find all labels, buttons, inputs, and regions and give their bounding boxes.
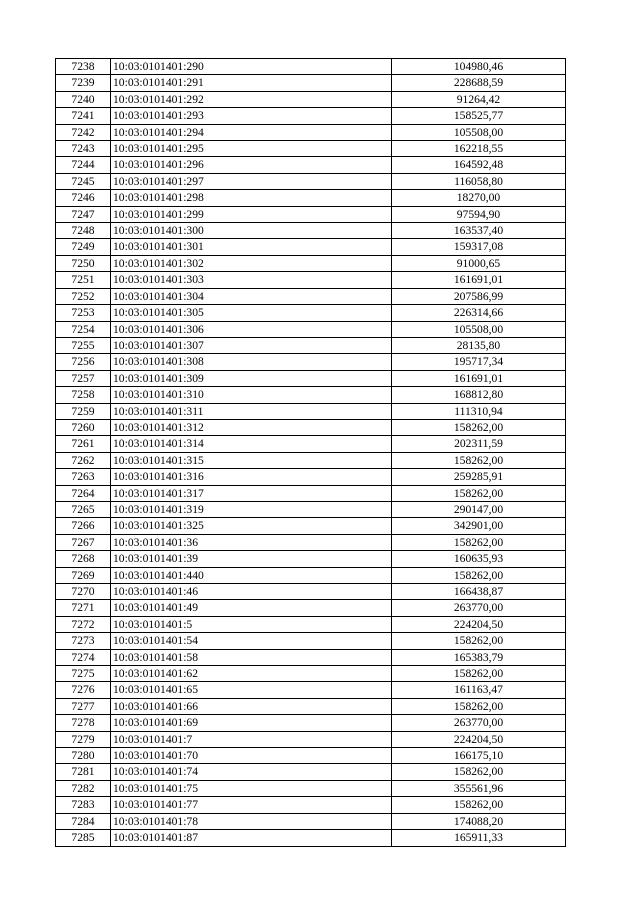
row-number-cell: 7238	[56, 59, 111, 75]
row-number-cell: 7274	[56, 649, 111, 665]
cadastral-value-cell: 91264,42	[392, 91, 566, 107]
cadastral-value-cell: 207586,99	[392, 288, 566, 304]
cadastral-value-cell: 158525,77	[392, 108, 566, 124]
cadastral-number-cell: 10:03:0101401:309	[111, 370, 392, 386]
cadastral-number-cell: 10:03:0101401:7	[111, 731, 392, 747]
table-row	[56, 91, 566, 107]
table-row	[56, 141, 566, 157]
row-number-cell: 7284	[56, 813, 111, 829]
table-row	[56, 239, 566, 255]
row-number-cell: 7279	[56, 731, 111, 747]
cadastral-number-cell: 10:03:0101401:290	[111, 59, 392, 75]
row-number-cell: 7263	[56, 469, 111, 485]
cadastral-value-cell: 164592,48	[392, 157, 566, 173]
cadastral-value-cell: 111310,94	[392, 403, 566, 419]
table-row	[56, 731, 566, 747]
cadastral-number-cell: 10:03:0101401:301	[111, 239, 392, 255]
row-number-cell: 7264	[56, 485, 111, 501]
cadastral-value-cell: 158262,00	[392, 567, 566, 583]
cadastral-number-cell: 10:03:0101401:306	[111, 321, 392, 337]
row-number-cell: 7266	[56, 518, 111, 534]
table-row	[56, 255, 566, 271]
table-row	[56, 223, 566, 239]
row-number-cell: 7282	[56, 780, 111, 796]
table-row	[56, 715, 566, 731]
cadastral-number-cell: 10:03:0101401:310	[111, 387, 392, 403]
cadastral-value-cell: 228688,59	[392, 75, 566, 91]
row-number-cell: 7269	[56, 567, 111, 583]
cadastral-number-cell: 10:03:0101401:75	[111, 780, 392, 796]
cadastral-value-cell: 165383,79	[392, 649, 566, 665]
cadastral-value-cell: 163537,40	[392, 223, 566, 239]
cadastral-value-cell: 166438,87	[392, 584, 566, 600]
cadastral-value-cell: 158262,00	[392, 419, 566, 435]
cadastral-value-cell: 116058,80	[392, 173, 566, 189]
row-number-cell: 7239	[56, 75, 111, 91]
table-row	[56, 190, 566, 206]
cadastral-value-cell: 195717,34	[392, 354, 566, 370]
row-number-cell: 7240	[56, 91, 111, 107]
cadastral-value-cell: 259285,91	[392, 469, 566, 485]
cadastral-value-cell: 105508,00	[392, 124, 566, 140]
row-number-cell: 7241	[56, 108, 111, 124]
cadastral-number-cell: 10:03:0101401:77	[111, 797, 392, 813]
cadastral-number-cell: 10:03:0101401:303	[111, 272, 392, 288]
cadastral-number-cell: 10:03:0101401:39	[111, 551, 392, 567]
table-row	[56, 272, 566, 288]
table-row	[56, 551, 566, 567]
table-row	[56, 321, 566, 337]
cadastral-number-cell: 10:03:0101401:36	[111, 534, 392, 550]
row-number-cell: 7254	[56, 321, 111, 337]
table-row	[56, 469, 566, 485]
table-row	[56, 288, 566, 304]
table-row	[56, 600, 566, 616]
row-number-cell: 7278	[56, 715, 111, 731]
cadastral-number-cell: 10:03:0101401:66	[111, 698, 392, 714]
table-row	[56, 387, 566, 403]
table-row	[56, 616, 566, 632]
table-row	[56, 584, 566, 600]
row-number-cell: 7260	[56, 419, 111, 435]
cadastral-number-cell: 10:03:0101401:294	[111, 124, 392, 140]
row-number-cell: 7246	[56, 190, 111, 206]
row-number-cell: 7272	[56, 616, 111, 632]
cadastral-value-cell: 159317,08	[392, 239, 566, 255]
cadastral-value-cell: 158262,00	[392, 764, 566, 780]
table-row	[56, 452, 566, 468]
table-row	[56, 518, 566, 534]
row-number-cell: 7259	[56, 403, 111, 419]
row-number-cell: 7252	[56, 288, 111, 304]
row-number-cell: 7277	[56, 698, 111, 714]
row-number-cell: 7244	[56, 157, 111, 173]
table-row	[56, 649, 566, 665]
cadastral-number-cell: 10:03:0101401:5	[111, 616, 392, 632]
table-row	[56, 75, 566, 91]
table-body	[56, 59, 566, 847]
row-number-cell: 7256	[56, 354, 111, 370]
table-row	[56, 682, 566, 698]
row-number-cell: 7262	[56, 452, 111, 468]
cadastral-value-cell: 105508,00	[392, 321, 566, 337]
table-row	[56, 370, 566, 386]
cadastral-number-cell: 10:03:0101401:297	[111, 173, 392, 189]
row-number-cell: 7257	[56, 370, 111, 386]
cadastral-number-cell: 10:03:0101401:311	[111, 403, 392, 419]
cadastral-number-cell: 10:03:0101401:62	[111, 666, 392, 682]
row-number-cell: 7273	[56, 633, 111, 649]
cadastral-value-cell: 263770,00	[392, 600, 566, 616]
cadastral-number-cell: 10:03:0101401:312	[111, 419, 392, 435]
table-row	[56, 419, 566, 435]
cadastral-number-cell: 10:03:0101401:302	[111, 255, 392, 271]
row-number-cell: 7267	[56, 534, 111, 550]
cadastral-value-cell: 165911,33	[392, 830, 566, 846]
cadastral-number-cell: 10:03:0101401:299	[111, 206, 392, 222]
table-row	[56, 764, 566, 780]
cadastral-number-cell: 10:03:0101401:325	[111, 518, 392, 534]
cadastral-value-cell: 342901,00	[392, 518, 566, 534]
cadastre-value-table	[55, 58, 566, 847]
cadastral-value-cell: 174088,20	[392, 813, 566, 829]
cadastral-number-cell: 10:03:0101401:315	[111, 452, 392, 468]
row-number-cell: 7258	[56, 387, 111, 403]
cadastral-number-cell: 10:03:0101401:292	[111, 91, 392, 107]
cadastral-number-cell: 10:03:0101401:65	[111, 682, 392, 698]
table-row	[56, 485, 566, 501]
row-number-cell: 7251	[56, 272, 111, 288]
cadastral-number-cell: 10:03:0101401:46	[111, 584, 392, 600]
cadastral-value-cell: 166175,10	[392, 748, 566, 764]
table-row	[56, 403, 566, 419]
cadastral-value-cell: 158262,00	[392, 698, 566, 714]
cadastral-number-cell: 10:03:0101401:317	[111, 485, 392, 501]
row-number-cell: 7265	[56, 501, 111, 517]
row-number-cell: 7247	[56, 206, 111, 222]
table-row	[56, 797, 566, 813]
table-row	[56, 124, 566, 140]
row-number-cell: 7268	[56, 551, 111, 567]
table-row	[56, 830, 566, 846]
cadastral-value-cell: 158262,00	[392, 534, 566, 550]
row-number-cell: 7243	[56, 141, 111, 157]
cadastral-number-cell: 10:03:0101401:304	[111, 288, 392, 304]
cadastral-number-cell: 10:03:0101401:305	[111, 305, 392, 321]
table-row	[56, 206, 566, 222]
cadastral-value-cell: 161691,01	[392, 370, 566, 386]
cadastral-number-cell: 10:03:0101401:78	[111, 813, 392, 829]
cadastral-number-cell: 10:03:0101401:293	[111, 108, 392, 124]
row-number-cell: 7250	[56, 255, 111, 271]
cadastral-value-cell: 18270,00	[392, 190, 566, 206]
table-row	[56, 666, 566, 682]
cadastral-number-cell: 10:03:0101401:87	[111, 830, 392, 846]
table-row	[56, 157, 566, 173]
cadastral-number-cell: 10:03:0101401:316	[111, 469, 392, 485]
cadastral-number-cell: 10:03:0101401:319	[111, 501, 392, 517]
cadastral-value-cell: 161163,47	[392, 682, 566, 698]
table-row	[56, 354, 566, 370]
cadastral-value-cell: 355561,96	[392, 780, 566, 796]
row-number-cell: 7271	[56, 600, 111, 616]
cadastral-value-cell: 202311,59	[392, 436, 566, 452]
table-row	[56, 780, 566, 796]
cadastral-value-cell: 224204,50	[392, 731, 566, 747]
cadastral-value-cell: 104980,46	[392, 59, 566, 75]
cadastral-number-cell: 10:03:0101401:69	[111, 715, 392, 731]
table-row	[56, 173, 566, 189]
cadastral-value-cell: 28135,80	[392, 337, 566, 353]
row-number-cell: 7255	[56, 337, 111, 353]
cadastral-number-cell: 10:03:0101401:54	[111, 633, 392, 649]
row-number-cell: 7276	[56, 682, 111, 698]
row-number-cell: 7242	[56, 124, 111, 140]
row-number-cell: 7248	[56, 223, 111, 239]
cadastral-value-cell: 158262,00	[392, 485, 566, 501]
cadastral-value-cell: 160635,93	[392, 551, 566, 567]
table-row	[56, 748, 566, 764]
cadastral-value-cell: 158262,00	[392, 666, 566, 682]
row-number-cell: 7275	[56, 666, 111, 682]
cadastral-number-cell: 10:03:0101401:296	[111, 157, 392, 173]
cadastral-number-cell: 10:03:0101401:295	[111, 141, 392, 157]
table-row	[56, 633, 566, 649]
row-number-cell: 7245	[56, 173, 111, 189]
cadastral-number-cell: 10:03:0101401:440	[111, 567, 392, 583]
table-row	[56, 698, 566, 714]
table-row	[56, 567, 566, 583]
table-row	[56, 59, 566, 75]
cadastral-value-cell: 97594,90	[392, 206, 566, 222]
table-row	[56, 108, 566, 124]
table-row	[56, 436, 566, 452]
table-row	[56, 305, 566, 321]
cadastral-number-cell: 10:03:0101401:298	[111, 190, 392, 206]
cadastral-value-cell: 158262,00	[392, 452, 566, 468]
table-row	[56, 813, 566, 829]
row-number-cell: 7280	[56, 748, 111, 764]
cadastral-value-cell: 263770,00	[392, 715, 566, 731]
cadastral-value-cell: 161691,01	[392, 272, 566, 288]
row-number-cell: 7249	[56, 239, 111, 255]
cadastral-number-cell: 10:03:0101401:314	[111, 436, 392, 452]
cadastral-number-cell: 10:03:0101401:70	[111, 748, 392, 764]
cadastral-number-cell: 10:03:0101401:74	[111, 764, 392, 780]
cadastral-value-cell: 226314,66	[392, 305, 566, 321]
table-row	[56, 337, 566, 353]
cadastral-number-cell: 10:03:0101401:49	[111, 600, 392, 616]
row-number-cell: 7253	[56, 305, 111, 321]
row-number-cell: 7285	[56, 830, 111, 846]
cadastral-value-cell: 168812,80	[392, 387, 566, 403]
table-row	[56, 501, 566, 517]
table-row	[56, 534, 566, 550]
cadastral-number-cell: 10:03:0101401:307	[111, 337, 392, 353]
cadastral-value-cell: 162218,55	[392, 141, 566, 157]
cadastral-number-cell: 10:03:0101401:291	[111, 75, 392, 91]
cadastral-value-cell: 91000,65	[392, 255, 566, 271]
cadastral-value-cell: 158262,00	[392, 633, 566, 649]
row-number-cell: 7270	[56, 584, 111, 600]
row-number-cell: 7261	[56, 436, 111, 452]
cadastral-number-cell: 10:03:0101401:308	[111, 354, 392, 370]
cadastral-number-cell: 10:03:0101401:300	[111, 223, 392, 239]
cadastral-value-cell: 290147,00	[392, 501, 566, 517]
row-number-cell: 7281	[56, 764, 111, 780]
row-number-cell: 7283	[56, 797, 111, 813]
cadastral-value-cell: 158262,00	[392, 797, 566, 813]
cadastral-number-cell: 10:03:0101401:58	[111, 649, 392, 665]
cadastral-value-cell: 224204,50	[392, 616, 566, 632]
